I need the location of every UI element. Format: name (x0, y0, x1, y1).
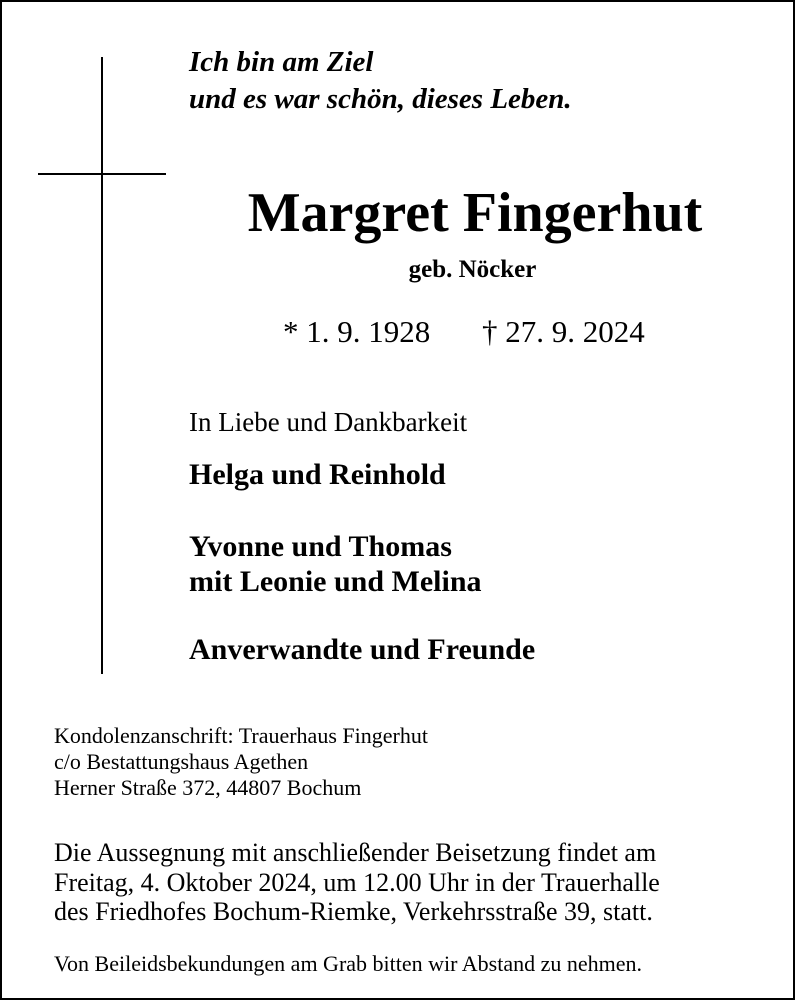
cross-vertical-bar (101, 57, 103, 674)
ceremony-line-1: Die Aussegnung mit anschließender Beisetzung findet am (54, 838, 657, 867)
death-date: † 27. 9. 2024 (482, 314, 645, 349)
born-name: geb. Nöcker (408, 256, 537, 283)
condolence-address-line-2: c/o Bestattungshaus Agethen (54, 749, 309, 774)
condolence-address-line-1: Kondolenzanschrift: Trauerhaus Fingerhut (54, 723, 428, 748)
condolence-address-line-3: Herner Straße 372, 44807 Bochum (54, 775, 362, 800)
mourner-group-2-line-1: Yvonne und Thomas (189, 530, 452, 563)
mourner-group-3: Anverwandte und Freunde (189, 633, 536, 666)
mourner-group-1: Helga und Reinhold (189, 458, 446, 491)
footer-note: Von Beileidsbekundungen am Grab bitten wir Abstand zu nehmen. (54, 951, 642, 976)
birth-date: * 1. 9. 1928 (283, 314, 431, 349)
deceased-name: Margret Fingerhut (247, 182, 703, 244)
ceremony-line-2: Freitag, 4. Oktober 2024, um 12.00 Uhr in der Trauerhalle (54, 868, 660, 897)
ceremony-line-3: des Friedhofes Bochum-Riemke, Verkehrsstraße 39, statt. (54, 897, 653, 926)
motto-line-1: Ich bin am Ziel (189, 46, 374, 78)
mourners-intro: In Liebe und Dankbarkeit (189, 407, 468, 437)
mourner-group-2-line-2: mit Leonie und Melina (189, 565, 482, 598)
motto-line-2: und es war schön, dieses Leben. (189, 83, 572, 115)
cross-horizontal-bar (38, 173, 166, 175)
